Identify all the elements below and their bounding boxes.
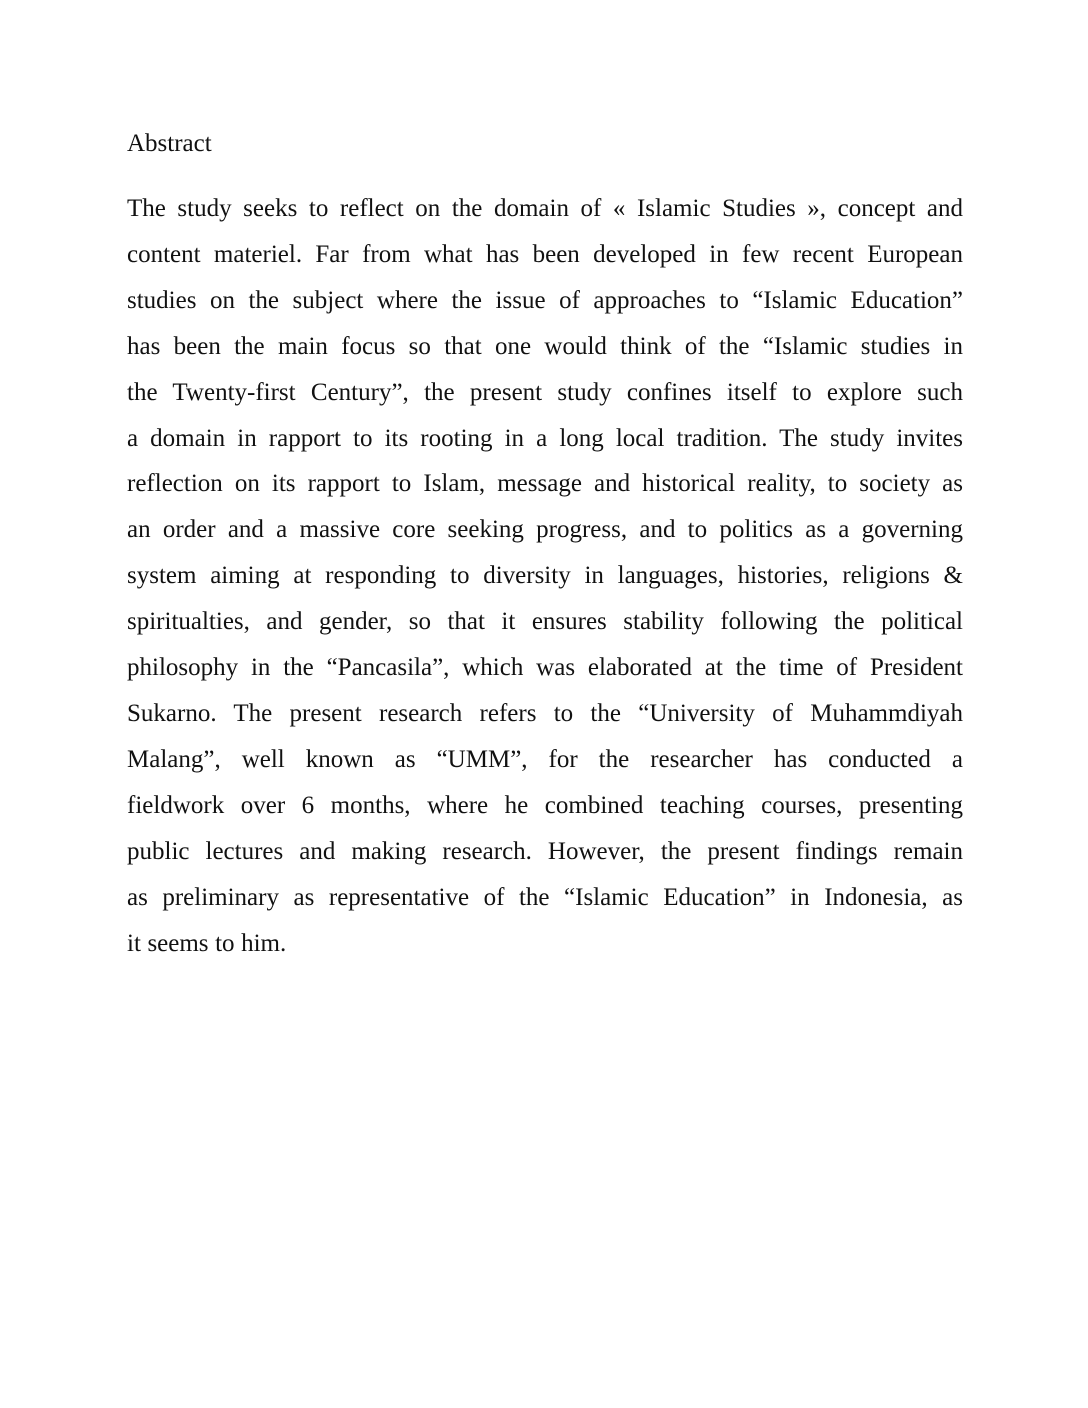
abstract-heading: Abstract [127,130,212,157]
paragraph-line-14: fieldwork over 6 months, where he combined teaching courses, presenting [127,791,963,819]
paragraph-line-13: Malang”, well known as “UMM”, for the researcher has conducted a [127,745,963,773]
paragraph-line-5: the Twenty-first Century”, the present study confines itself to explore such [127,378,963,406]
paragraph-line-4: has been the main focus so that one would think of the “Islamic studies in [127,332,963,360]
paragraph-line-15: public lectures and making research. However, the present findings remain [127,837,963,865]
paragraph-line-17: it seems to him. [127,929,287,957]
paragraph-line-12: Sukarno. The present research refers to the “University of Muhammdiyah [127,699,963,727]
paragraph-line-8: an order and a massive core seeking progress, and to politics as a governing [127,516,963,544]
abstract-paragraph [127,186,963,966]
paragraph-line-16: as preliminary as representative of the “Islamic Education” in Indonesia, as [127,883,963,911]
paragraph-line-11: philosophy in the “Pancasila”, which was elaborated at the time of President [127,654,963,682]
paragraph-line-9: system aiming at responding to diversity in languages, histories, religions & [127,562,963,590]
paragraph-line-6: a domain in rapport to its rooting in a long local tradition. The study invites [127,424,963,452]
paragraph-line-1: The study seeks to reflect on the domain of « Islamic Studies », concept and [127,195,963,222]
paragraph-line-7: reflection on its rapport to Islam, message and historical reality, to society as [127,470,963,498]
paragraph-line-3: studies on the subject where the issue of approaches to “Islamic Education” [127,286,963,314]
paragraph-line-10: spiritualties, and gender, so that it ensures stability following the political [127,608,963,636]
paragraph-line-2: content materiel. Far from what has been developed in few recent European [127,240,963,268]
